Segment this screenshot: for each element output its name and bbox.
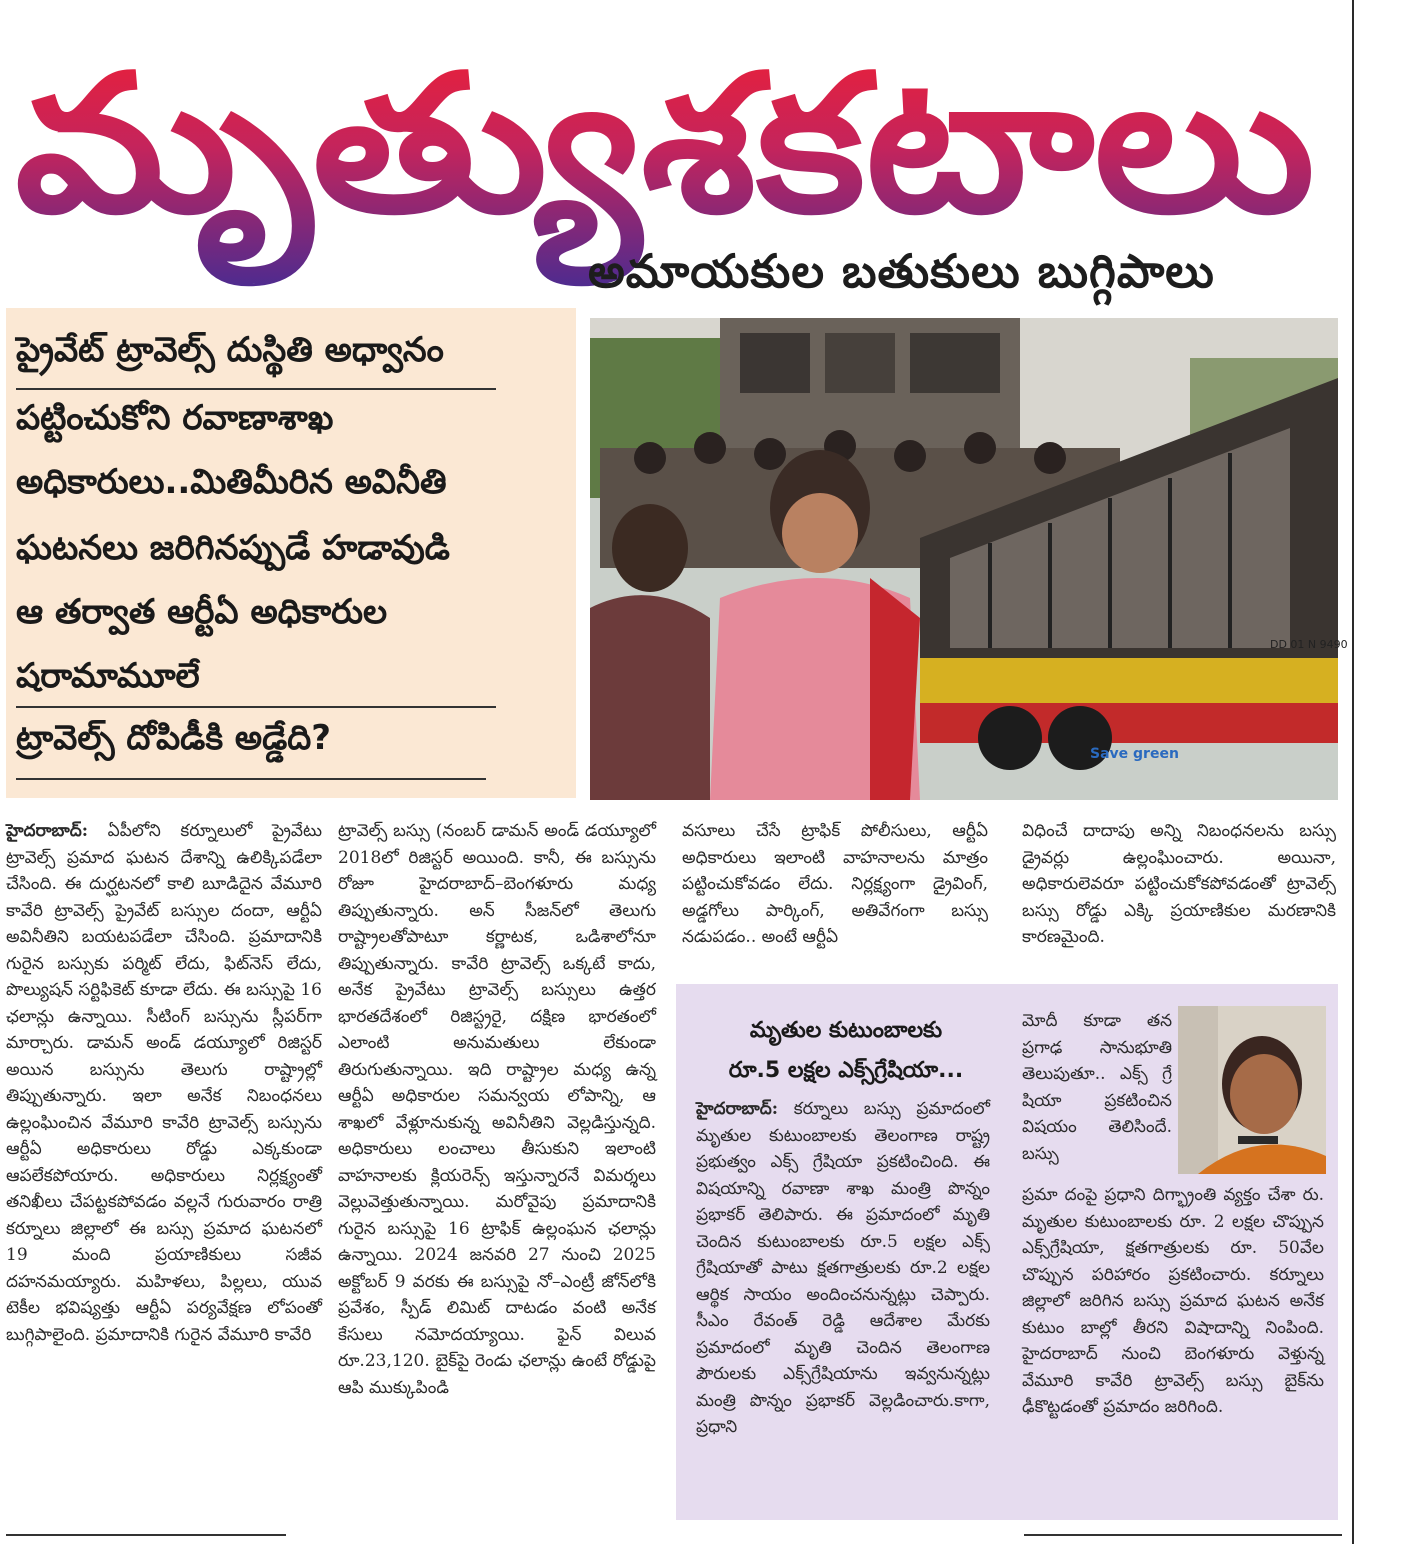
box-title: మృతుల కుటుంబాలకు [749,1018,943,1043]
bus-logo: Save green [1090,746,1179,762]
dateline: హైదరాబాద్: [696,1099,778,1119]
box-title: రూ.5 లక్షల ఎక్స్‌గ్రేషియా... [728,1058,964,1083]
article-text: ట్రావెల్స్ బస్సు (నంబర్ డామన్ అండ్ డయ్యూలో 2018లో రిజిస్టర్ అయింది. కానీ, ఈ బస్సును రోజూ హైదరాబాద్–బెంగళూరు మధ్య తిప్పుతున్నారు. అన్ సీజన్‌లో తెలుగు రాష్ట్రాలతోపాటూ కర్ణాటక, ఒడిశాలోనూ తిప్పుతున్నారు. కావేరి ట్రావెల్స్ ఒక్కటే కాదు, అనేక ప్రైవేటు ట్రావెల్స్ బస్సులు ఉత్తర భారతదేశంలో రిజిస్ట్రరై, దక్షిణ భారతంలో ఎలాంటి అనుమతులు లేకుండా తిరుగుతున్నాయి. ఇది రాష్ట్రాల మధ్య ఉన్న ఆర్టీఏ అధికారుల సమన్వయ లోపాన్ని, ఆ శాఖలో వేళ్లూనుకున్న అవినీతిని వెల్లడిస్తున్నది. అధికారులు లంచాలు తీసుకుని ఇలాంటి వాహనాలకు క్లియరెన్స్ ఇస్తున్నారనే విమర్శలు వెల్లువెత్తుతున్నాయి. మరోవైపు ప్రమాదానికి గురైన బస్సుపై 16 ట్రాఫిక్ ఉల్లంఘన ఛలాన్లు ఉన్నాయి. 2024 జనవరి 27 నుంచి 2025 అక్టోబర్ 9 వరకు ఈ బస్సుపై నో–ఎంట్రీ జోన్‌లోకి ప్రవేశం, స్పీడ్ లిమిట్ దాటడం వంటి అనేక కేసులు నమోదయ్యాయి. ఫైన్ విలువ రూ.23,120. బైక్‌పై రెండు ఛలాన్లు ఉంటే రోడ్డుపై ఆపి ముక్కుపిండి [338,821,656,1398]
highlight-2: పట్టించుకోని రవాణాశాఖ [16,398,334,438]
highlight-7: ట్రావెల్స్ దోపిడీకి అడ్డేది? [16,718,331,758]
news-photo [590,318,1348,800]
highlight-6: షరామామూలే [16,656,200,696]
article-column-3 [682,818,988,951]
divider [16,388,496,390]
divider [6,1534,286,1536]
highlights-panel [6,308,576,798]
article-column-1 [6,818,322,1348]
dateline: హైదరాబాద్: [6,821,88,841]
box-text: కర్నూలు బస్సు ప్రమాదంలో మృతుల కుటుంబాలకు తెలంగాణ రాష్ట్ర ప్రభుత్వం ఎక్స్ గ్రేషియా ప్రకటించింది. ఈ విషయాన్ని రవాణా శాఖ మంత్రి పొన్నం ప్రభాకర్ తెలిపారు. ఈ ప్రమాదంలో మృతి చెందిన కుటుంబాలకు రూ.5 లక్షల ఎక్స్ గ్రేషియాతో పాటు క్షతగాత్రులకు రూ.2 లక్షల ఆర్థిక సాయం అందించనున్నట్లు చెప్పారు. సీఎం రేవంత్ రెడ్డి ఆదేశాల మేరకు ప్రమాదంలో మృతి చెందిన తెలంగాణ పౌరులకు ఎక్స్‌గ్రేషియాను ఇవ్వనున్నట్లు మంత్రి పొన్నం ప్రభాకర్ వెల్లడించారు.కాగా, ప్రధాని [696,1099,991,1437]
article-text: ఏపీలోని కర్నూలులో ప్రైవేటు ట్రావెల్స్ ప్రమాద ఘటన దేశాన్ని ఉలిక్కిపడేలా చేసింది. ఈ దుర్ఘటనలో కాలి బూడిదైన వేమూరి కావేరి ట్రావెల్స్ ప్రైవేట్ బస్సుల దందా, ఆర్టీఏ అవినీతిని బయటపడేలా చేసింది. ప్రమాదానికి గురైన బస్సుకు పర్మిట్ లేదు, ఫిట్‌నెస్ లేదు, పొల్యుషన్ సర్టిఫికెట్ కూడా లేదు. ఈ బస్సుపై 16 ఛలాన్లు ఉన్నాయి. సీటింగ్ బస్సును స్లీపర్‌గా మార్చారు. డామన్ అండ్ డయ్యూలో రిజిస్టర్ అయిన బస్సును తెలుగు రాష్ట్రాల్లో తిప్పుతున్నారు. ఇలా అనేక నిబంధనలు ఉల్లంఘించిన వేమూరి కావేరి ట్రావెల్స్ బస్సును ఆర్టీఏ అధికారులు రోడ్డు ఎక్కకుండా ఆపలేకపోయారు. అధికారులు నిర్లక్ష్యంతో తనిఖీలు చేపట్టకపోవడం వల్లనే గురువారం రాత్రి కర్నూలు జిల్లాలో ఈ బస్సు ప్రమాద ఘటనలో 19 మంది ప్రయాణికులు సజీవ దహనమయ్యారు. మహిళలు, పిల్లలు, యువ టెకీల భవిష్యత్తు ఆర్టీఏ పర్యవేక్షణ లోపంతో బుగ్గిపాలైంది. ప్రమాదానికి గురైన వేమూరి కావేరి [6,821,323,1345]
article-text: వసూలు చేసే ట్రాఫిక్ పోలీసులు, ఆర్టీఏ అధికారులు ఇలాంటి వాహనాలను మాత్రం పట్టించుకోవడం లేదు. నిర్లక్ష్యంగా డ్రైవింగ్, అడ్డగోలు పార్కింగ్, అతివేగంగా బస్సు నడుపడం.. అంటే ఆర్టీఏ [682,821,988,947]
box-text: మోదీ కూడా తన ప్రగాఢ సానుభూతి తెలుపుతూ.. ఎక్స్ గ్రే షియా ప్రకటించిన విషయం తెలిసిందే. బస్సు [1022,1011,1172,1164]
page-border [1352,0,1354,1544]
highlight-5: ఆ తర్వాత ఆర్టీఏ అధికారుల [16,592,388,632]
minister-photo [1178,1006,1326,1174]
subheadline: అమాయకుల బతుకులు బుగ్గిపాలు [588,244,1215,298]
divider [16,706,496,708]
exgratia-box [676,984,1338,1520]
article-column-4 [1022,818,1336,951]
highlight-1: ప్రైవేట్ ట్రావెల్స్ దుస్థితి అధ్వానం [16,330,444,370]
box-text: ప్రమా దంపై ప్రధాని దిగ్భ్రాంతి వ్యక్తం చేశా రు. మృతుల కుటుంబాలకు రూ. 2 లక్షల చొప్పున ఎక్స్‌గ్రేషియా, క్షతగాత్రులకు రూ. 50వేల చొప్పున పరిహారం ప్రకటించారు. కర్నూలు జిల్లాలో జరిగిన బస్సు ప్రమాద ఘటన అనేక కుటుం బాల్లో తీరని విషాదాన్ని నింపింది. హైదరాబాద్ నుంచి బెంగళూరు వెళ్తున్న వేమూరి కావేరి ట్రావెల్స్ బస్సు బైక్‌ను ఢీకొట్టడంతో ప్రమాదం జరిగింది. [1022,1185,1324,1417]
box-column-right-bottom [1022,1182,1324,1421]
headline-text: మృత్యుశకటాలు [15,34,1195,255]
highlight-4: ఘటనలు జరిగినప్పుడే హడావుడి [16,528,450,568]
divider [1024,1534,1342,1536]
article-text: విధించే దాదాపు అన్ని నిబంధనలను బస్సు డ్రైవర్లు ఉల్లంఘించారు. అయినా, అధికారులెవరూ పట్టించుకోకపోవడంతో ట్రావెల్స్ బస్సు రోడ్డు ఎక్కి ప్రయాణికుల మరణానికి కారణమైంది. [1022,821,1336,947]
box-column-left [696,1096,990,1441]
article-column-2 [338,818,656,1401]
box-column-right-top [1022,1008,1172,1167]
divider [16,778,486,780]
highlight-3: అధికారులు..మితిమీరిన అవినీతి [16,462,447,502]
bus-plate: DD 01 N 9490 [1270,638,1348,651]
